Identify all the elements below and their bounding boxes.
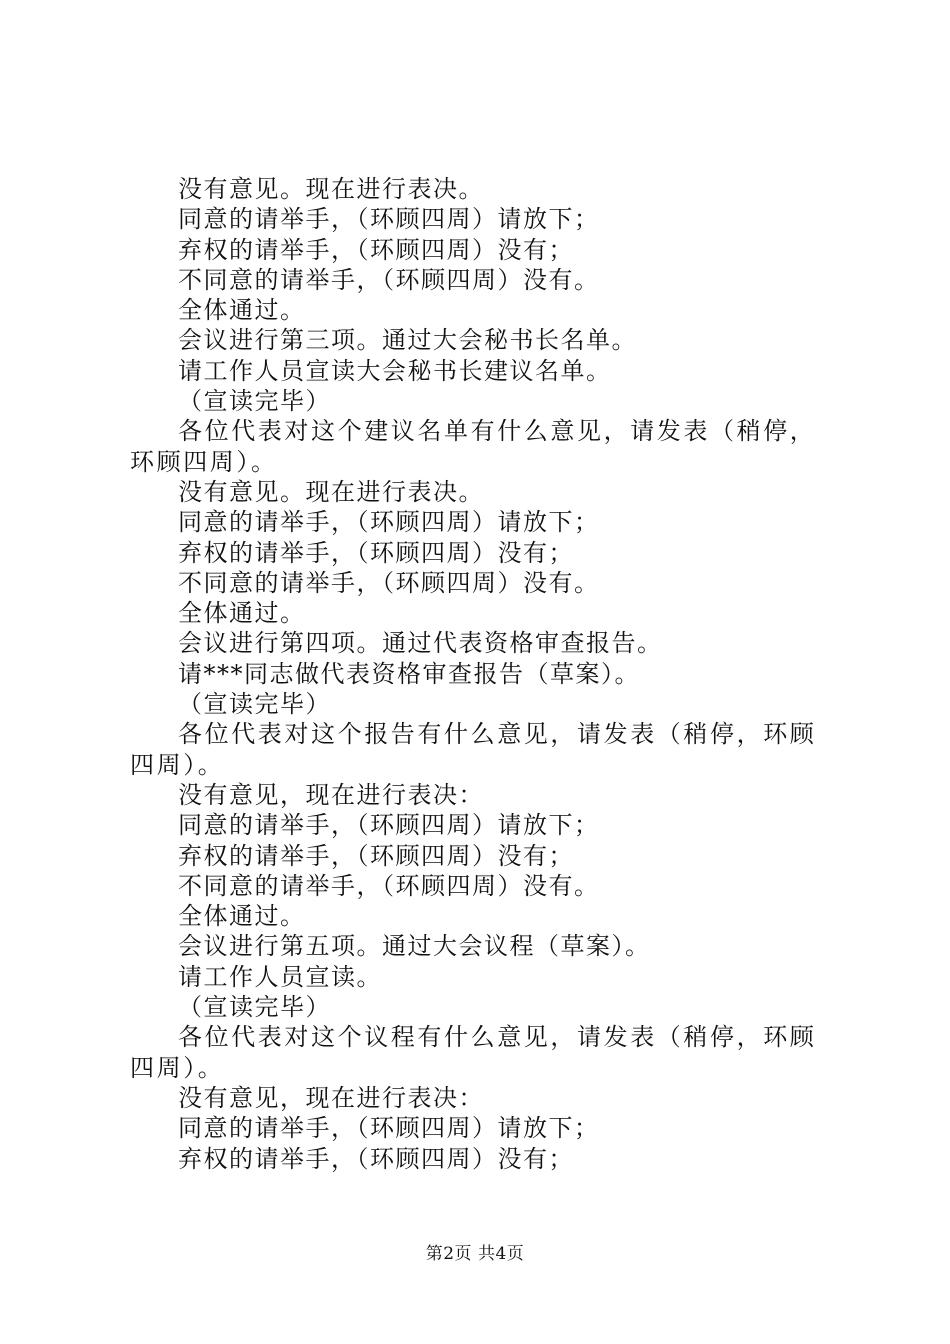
paragraph: 全体通过。 [178,902,306,931]
paragraph: 全体通过。 [178,296,306,325]
paragraph: 不同意的请举手，（环顾四周）没有。 [178,265,600,294]
paragraph: 全体通过。 [178,599,306,628]
paragraph: 同意的请举手，（环顾四周）请放下； [178,811,600,840]
paragraph: （宣读完毕） [178,690,331,719]
page-number-label: 第2页 共4页 [425,1244,525,1264]
paragraph: 会议进行第四项。通过代表资格审查报告。 [178,629,663,658]
paragraph: 没有意见。现在进行表决。 [178,175,484,203]
paragraph: 弃权的请举手，（环顾四周）没有； [178,841,574,870]
page-footer [0,1243,950,1265]
paragraph: 弃权的请举手，（环顾四周）没有； [178,235,574,264]
paragraph: 各位代表对这个议程有什么意见，请发表（稍停，环顾四周）。 [130,1023,817,1082]
paragraph: 不同意的请举手，（环顾四周）没有。 [178,871,600,900]
paragraph: 同意的请举手，（环顾四周）请放下； [178,508,600,537]
paragraph: 同意的请举手，（环顾四周）请放下； [178,1114,600,1143]
document-body [130,174,840,1174]
paragraph: 请工作人员宣读。 [178,962,382,991]
paragraph: 会议进行第三项。通过大会秘书长名单。 [178,326,637,355]
paragraph: 没有意见。现在进行表决。 [178,477,484,506]
paragraph: 不同意的请举手，（环顾四周）没有。 [178,568,600,597]
paragraph: 请***同志做代表资格审查报告（草案）。 [178,659,640,688]
paragraph: 请工作人员宣读大会秘书长建议名单。 [178,356,612,385]
paragraph: 弃权的请举手，（环顾四周）没有； [178,538,574,567]
paragraph: 弃权的请举手，（环顾四周）没有； [178,1144,574,1173]
paragraph: 没有意见，现在进行表决： [178,780,484,809]
paragraph: 会议进行第五项。通过大会议程（草案）。 [178,932,651,961]
paragraph: 没有意见，现在进行表决： [178,1083,484,1112]
paragraph: 同意的请举手，（环顾四周）请放下； [178,205,600,234]
paragraph: （宣读完毕） [178,993,331,1022]
paragraph: （宣读完毕） [178,387,331,416]
paragraph: 各位代表对这个建议名单有什么意见，请发表（稍停，环顾四周）。 [130,417,817,476]
paragraph: 各位代表对这个报告有什么意见，请发表（稍停，环顾四周）。 [130,720,817,779]
